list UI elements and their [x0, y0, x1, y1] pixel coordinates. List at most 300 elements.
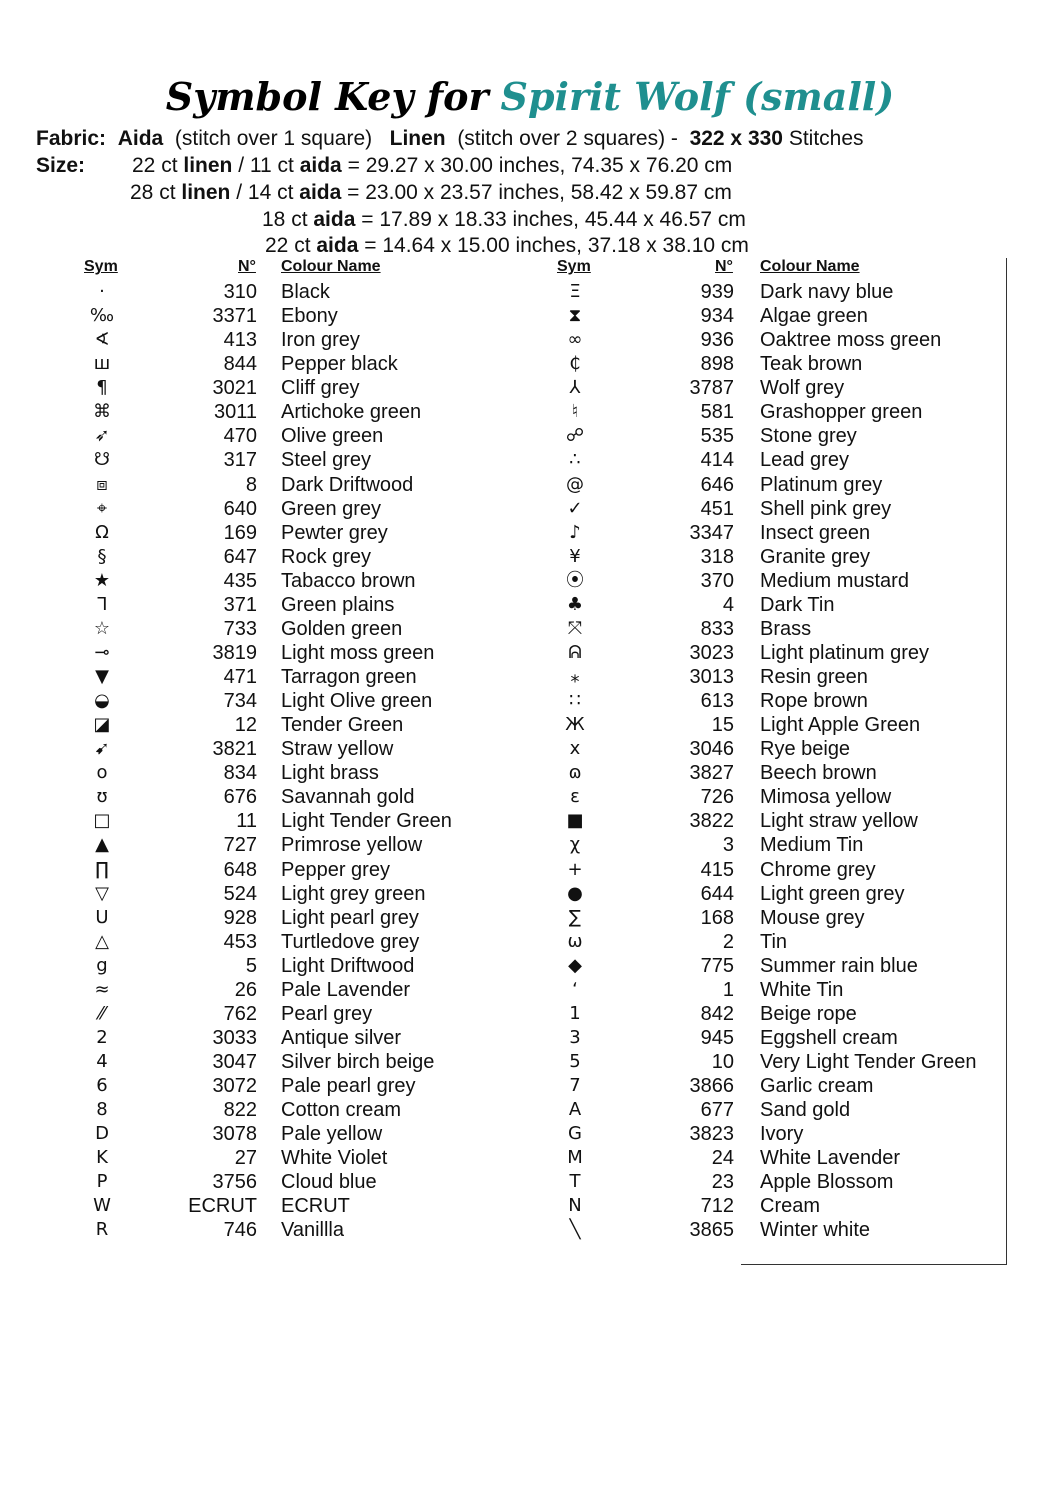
- symbol-cell: ⧈: [96, 473, 108, 495]
- table-row: [0, 473, 1060, 497]
- colour-name-cell: Summer rain blue: [760, 954, 918, 977]
- colour-name-cell: Green plains: [281, 593, 395, 616]
- symbol-cell: R: [95, 1219, 109, 1241]
- symbol-cell: ⁎: [570, 666, 580, 687]
- color-number-cell: 3866: [689, 1075, 734, 1098]
- colour-name-cell: Tabacco brown: [281, 569, 416, 592]
- table-row: [0, 978, 1060, 1002]
- symbol-cell: ★: [93, 569, 111, 591]
- symbol-cell: ☋: [94, 449, 110, 471]
- size-line-2-count: 28 ct: [130, 181, 176, 204]
- symbol-cell: ∢: [94, 329, 110, 351]
- symbol-cell: ⤧: [567, 617, 583, 639]
- size-line-2-dims: = 23.00 x 23.57 inches, 58.42 x 59.87 cm: [347, 181, 732, 204]
- symbol-cell: +: [567, 858, 583, 880]
- colour-name-cell: Cloud blue: [281, 1171, 377, 1194]
- color-number-cell: 4: [722, 593, 734, 616]
- fabric-aida: Aida: [117, 127, 164, 150]
- colour-name-cell: ECRUT: [281, 1195, 350, 1218]
- symbol-cell: D: [95, 1123, 109, 1145]
- colour-name-cell: Turtledove grey: [281, 930, 420, 953]
- colour-name-cell: Shell pink grey: [760, 497, 892, 520]
- table-row: [0, 713, 1060, 737]
- color-number-cell: 2: [722, 930, 734, 953]
- symbol-cell: ◪: [93, 714, 111, 736]
- size-line-4-count: 22 ct: [265, 234, 311, 257]
- table-row: [0, 569, 1060, 593]
- color-number-cell: 415: [700, 858, 734, 881]
- table-row: [0, 328, 1060, 352]
- symbol-cell: ᑌ: [95, 906, 109, 928]
- color-number-cell: 524: [223, 882, 257, 905]
- colour-name-cell: Cliff grey: [281, 377, 360, 400]
- table-row: [0, 521, 1060, 545]
- color-number-cell: 169: [223, 521, 257, 544]
- symbol-cell: ʊ: [96, 786, 108, 808]
- symbol-cell: ≈: [94, 978, 110, 1000]
- col-header-sym-right: Sym: [557, 258, 591, 275]
- size-line-3: [262, 208, 746, 232]
- table-row: [0, 1170, 1060, 1194]
- symbol-cell: ▲: [95, 834, 109, 856]
- symbol-cell: ♣: [566, 593, 584, 615]
- color-number-cell: 3821: [212, 738, 257, 761]
- color-number-cell: 648: [223, 858, 257, 881]
- symbol-cell: T: [569, 1171, 581, 1193]
- color-number-cell: 934: [700, 305, 734, 328]
- colour-name-cell: Resin green: [760, 666, 868, 688]
- symbol-cell: 6: [96, 1075, 108, 1097]
- colour-name-cell: Garlic cream: [760, 1075, 874, 1098]
- color-number-cell: 3865: [689, 1219, 734, 1242]
- color-number-cell: 647: [223, 545, 257, 568]
- colour-name-cell: Medium mustard: [760, 569, 909, 592]
- color-number-cell: 833: [700, 617, 734, 640]
- symbol-cell: M: [567, 1147, 583, 1169]
- symbol-cell: ᕱ: [568, 641, 582, 663]
- symbol-cell: △: [95, 930, 109, 952]
- symbol-cell: §: [97, 545, 107, 567]
- table-row: [0, 954, 1060, 978]
- colour-name-cell: Ivory: [760, 1123, 804, 1146]
- colour-name-cell: Silver birch beige: [281, 1051, 435, 1073]
- color-number-cell: 939: [700, 281, 734, 303]
- size-line-1-count2: / 11 ct: [238, 154, 294, 177]
- table-row: [0, 737, 1060, 761]
- page-title: [0, 74, 1060, 119]
- colour-name-cell: Iron grey: [281, 329, 360, 352]
- symbol-cell: □: [93, 810, 111, 832]
- color-number-cell: 11: [236, 810, 257, 833]
- colour-name-cell: Golden green: [281, 617, 403, 640]
- symbol-cell: Ж: [565, 714, 585, 736]
- color-number-cell: 677: [700, 1099, 734, 1122]
- color-number-cell: 762: [223, 1002, 257, 1025]
- color-number-cell: 726: [700, 786, 734, 809]
- size-line-4-fabric: aida: [316, 234, 359, 257]
- color-number-cell: 23: [711, 1171, 734, 1194]
- table-row: [0, 545, 1060, 569]
- colour-name-cell: Dark Driftwood: [281, 473, 414, 496]
- symbol-cell: ¶: [96, 377, 108, 399]
- table-row: [0, 1002, 1060, 1026]
- colour-name-cell: Tin: [760, 930, 788, 953]
- symbol-cell: ╲: [569, 1219, 581, 1241]
- size-line-3-count: 18 ct: [262, 208, 308, 231]
- symbol-cell: ⊸: [94, 641, 110, 663]
- symbol-cell: K: [96, 1147, 108, 1169]
- colour-name-cell: White Violet: [281, 1147, 388, 1170]
- colour-name-cell: Dark navy blue: [760, 281, 894, 303]
- size-line-1: [132, 154, 732, 178]
- colour-name-cell: Tender Green: [281, 714, 404, 737]
- symbol-cell: ∴: [569, 449, 581, 471]
- colour-name-cell: Pepper grey: [281, 858, 390, 881]
- color-number-cell: 640: [223, 497, 257, 520]
- color-number-cell: 928: [223, 906, 257, 929]
- color-number-cell: 3046: [689, 738, 734, 761]
- table-row: [0, 400, 1060, 424]
- colour-name-cell: Light green grey: [760, 882, 905, 905]
- stitch-word: Stitches: [788, 127, 864, 150]
- color-number-cell: 842: [700, 1002, 734, 1025]
- colour-name-cell: Pearl grey: [281, 1002, 373, 1025]
- colour-name-cell: Pale Lavender: [281, 978, 410, 1001]
- symbol-cell: o: [96, 762, 108, 784]
- colour-name-cell: Apple Blossom: [760, 1171, 894, 1194]
- color-number-cell: 936: [700, 329, 734, 352]
- color-number-cell: 733: [223, 617, 257, 640]
- col-header-name-right: Colour Name: [760, 258, 860, 275]
- color-number-cell: 746: [223, 1219, 257, 1242]
- table-row: [0, 761, 1060, 785]
- colour-name-cell: Beige rope: [760, 1002, 857, 1025]
- color-number-cell: 27: [234, 1147, 257, 1170]
- color-number-cell: 3827: [689, 762, 734, 785]
- color-number-cell: 453: [223, 930, 257, 953]
- color-number-cell: 535: [700, 425, 734, 448]
- color-number-cell: 3047: [212, 1051, 257, 1073]
- table-row: [0, 424, 1060, 448]
- colour-name-cell: Eggshell cream: [760, 1026, 898, 1049]
- color-number-cell: 310: [223, 281, 257, 303]
- color-number-cell: 727: [223, 834, 257, 857]
- symbol-cell: N: [568, 1195, 582, 1217]
- colour-name-cell: Artichoke green: [281, 401, 422, 424]
- size-line-2-count2: / 14 ct: [236, 181, 294, 204]
- symbol-cell: ∏: [95, 858, 109, 880]
- color-number-cell: 414: [700, 449, 734, 472]
- symbol-cell: P: [96, 1171, 108, 1193]
- symbol-cell: G: [568, 1123, 582, 1145]
- color-number-cell: 168: [700, 906, 734, 929]
- symbol-cell: 7: [569, 1075, 581, 1097]
- colour-name-cell: Cream: [760, 1195, 821, 1218]
- table-row: [0, 352, 1060, 376]
- symbol-cell: ω: [567, 930, 583, 952]
- color-number-cell: 10: [711, 1051, 734, 1073]
- table-row: [0, 1194, 1060, 1218]
- color-number-cell: 3756: [212, 1171, 257, 1194]
- symbol-cell: 2: [96, 1026, 108, 1048]
- symbol-cell: ɷ: [568, 762, 582, 784]
- table-row: [0, 1146, 1060, 1170]
- color-number-cell: 822: [223, 1099, 257, 1122]
- colour-name-cell: Light Olive green: [281, 690, 433, 713]
- colour-name-cell: Light grey green: [281, 882, 426, 905]
- symbol-cell: ⁄⁄: [98, 1002, 105, 1024]
- table-row: [0, 1122, 1060, 1146]
- symbol-cell: ♮: [571, 401, 579, 423]
- colour-name-cell: Algae green: [760, 305, 868, 328]
- symbol-cell: ɛ: [570, 786, 580, 808]
- color-number-cell: 24: [711, 1147, 734, 1170]
- color-number-cell: 470: [223, 425, 257, 448]
- table-row: [0, 641, 1060, 665]
- color-number-cell: 318: [700, 545, 734, 568]
- colour-name-cell: Light Driftwood: [281, 954, 415, 977]
- color-number-cell: 613: [700, 690, 734, 713]
- size-line-1-dims: = 29.27 x 30.00 inches, 74.35 x 76.20 cm: [347, 154, 733, 177]
- colour-name-cell: Chrome grey: [760, 858, 876, 881]
- title-pattern-name: Spirit Wolf (small): [500, 74, 895, 119]
- table-row: [0, 1098, 1060, 1122]
- symbol-cell: ‰: [89, 305, 115, 327]
- size-line-1-fabric: linen: [183, 154, 233, 177]
- colour-name-cell: Light pearl grey: [281, 906, 419, 929]
- symbol-cell: ➹: [94, 738, 110, 760]
- color-number-cell: 12: [234, 714, 257, 737]
- title-prefix: Symbol Key for: [165, 74, 489, 119]
- colour-name-cell: Rock grey: [281, 545, 372, 568]
- colour-name-cell: Insect green: [760, 521, 871, 544]
- symbol-cell: ⌘: [93, 401, 111, 423]
- symbol-cell: ∑: [568, 906, 582, 928]
- colour-name-cell: Light Tender Green: [281, 810, 452, 833]
- colour-name-cell: Wolf grey: [760, 377, 845, 400]
- color-number-cell: 945: [700, 1026, 734, 1049]
- color-number-cell: 581: [700, 401, 734, 424]
- col-header-sym-left: Sym: [84, 258, 118, 275]
- fabric-line: [36, 127, 864, 151]
- symbol-cell: ш: [93, 353, 111, 375]
- table-row: [0, 906, 1060, 930]
- color-number-cell: 15: [711, 714, 734, 737]
- table-row: [0, 785, 1060, 809]
- table-row: [0, 882, 1060, 906]
- table-row: [0, 1218, 1060, 1242]
- symbol-cell: 1: [569, 1002, 581, 1024]
- size-line-2-fabric: linen: [181, 181, 231, 204]
- symbol-cell: @: [566, 473, 584, 495]
- col-header-num-left: N°: [238, 258, 256, 275]
- table-row: [0, 593, 1060, 617]
- colour-name-cell: Sand gold: [760, 1099, 851, 1122]
- colour-name-cell: Rope brown: [760, 690, 868, 713]
- symbol-cell: ➶: [94, 425, 110, 447]
- fabric-linen-note: (stitch over 2 squares) -: [457, 127, 678, 150]
- colour-name-cell: Teak brown: [760, 353, 863, 376]
- colour-name-cell: Ebony: [281, 305, 338, 328]
- color-number-cell: 676: [223, 786, 257, 809]
- symbol-cell: Ω: [95, 521, 109, 543]
- symbol-cell: ✓: [567, 497, 583, 519]
- color-number-cell: 3787: [689, 377, 734, 400]
- symbol-cell: W: [93, 1195, 111, 1217]
- colour-name-cell: Stone grey: [760, 425, 857, 448]
- col-header-name-left: Colour Name: [281, 258, 381, 275]
- symbol-cell: ▼: [95, 666, 109, 687]
- color-number-cell: 3347: [689, 521, 734, 544]
- symbol-cell: ᒣ: [96, 593, 108, 615]
- colour-name-cell: Savannah gold: [281, 786, 415, 809]
- symbol-cell: ʻ: [572, 978, 578, 1000]
- colour-name-cell: Granite grey: [760, 545, 871, 568]
- size-line-3-fabric: aida: [313, 208, 356, 231]
- colour-name-cell: Dark Tin: [760, 593, 835, 616]
- colour-name-cell: Light platinum grey: [760, 641, 929, 664]
- colour-name-cell: Pale yellow: [281, 1123, 383, 1146]
- colour-name-cell: Green grey: [281, 497, 382, 520]
- table-row: [0, 689, 1060, 713]
- colour-name-cell: Black: [281, 281, 330, 303]
- fabric-label: Fabric:: [36, 127, 107, 150]
- symbol-cell: 3: [569, 1026, 581, 1048]
- colour-name-cell: Rye beige: [760, 738, 851, 761]
- symbol-cell: ●: [567, 882, 583, 904]
- color-number-cell: 471: [223, 666, 257, 688]
- colour-name-cell: Vanillla: [281, 1219, 344, 1242]
- table-row: [0, 858, 1060, 882]
- color-number-cell: 5: [245, 954, 257, 977]
- fabric-aida-note: (stitch over 1 square): [174, 127, 373, 150]
- color-number-cell: ECRUT: [188, 1195, 257, 1218]
- color-number-cell: 8: [245, 473, 257, 496]
- color-number-cell: 844: [223, 353, 257, 376]
- color-number-cell: 26: [234, 978, 257, 1001]
- symbol-cell: g: [96, 954, 108, 976]
- fabric-linen: Linen: [389, 127, 446, 150]
- symbol-cell: A: [568, 1099, 582, 1121]
- symbol-cell: ₵: [569, 353, 581, 375]
- colour-name-cell: Primrose yellow: [281, 834, 423, 857]
- colour-name-cell: White Lavender: [760, 1147, 901, 1170]
- color-number-cell: 775: [700, 954, 734, 977]
- colour-name-cell: Steel grey: [281, 449, 372, 472]
- size-line-4-dims: = 14.64 x 15.00 inches, 37.18 x 38.10 cm: [364, 234, 749, 257]
- table-row: [0, 280, 1060, 304]
- size-line-4: [265, 234, 749, 258]
- color-number-cell: 3823: [689, 1123, 734, 1146]
- symbol-cell: ⧗: [568, 305, 582, 327]
- color-number-cell: 3013: [689, 666, 734, 688]
- symbol-cell: ∷: [569, 690, 581, 712]
- color-number-cell: 3011: [213, 401, 257, 424]
- symbol-cell: x: [569, 738, 581, 760]
- table-rows: [0, 280, 1060, 1243]
- size-line-1-count: 22 ct: [132, 154, 178, 177]
- table-row: [0, 833, 1060, 857]
- symbol-cell: χ: [569, 834, 581, 856]
- color-number-cell: 712: [700, 1195, 734, 1218]
- colour-name-cell: Light moss green: [281, 641, 435, 664]
- table-row: [0, 448, 1060, 472]
- size-line-1-fabric2: aida: [299, 154, 342, 177]
- color-number-cell: 3: [722, 834, 734, 857]
- color-number-cell: 3021: [212, 377, 257, 400]
- symbol-cell: Ξ: [569, 281, 581, 302]
- symbol-cell: 8: [96, 1099, 108, 1121]
- color-number-cell: 3023: [689, 641, 734, 664]
- size-line-2: [130, 181, 732, 205]
- symbol-cell: ⦿: [566, 569, 584, 591]
- symbol-cell: ⅄: [569, 377, 581, 399]
- color-number-cell: 371: [223, 593, 257, 616]
- color-number-cell: 644: [700, 882, 734, 905]
- colour-name-cell: Pale pearl grey: [281, 1075, 416, 1098]
- symbol-cell: ☆: [93, 617, 111, 639]
- size-label: Size:: [36, 154, 86, 177]
- color-number-cell: 734: [223, 690, 257, 713]
- table-row: [0, 376, 1060, 400]
- colour-name-cell: Pepper black: [281, 353, 398, 376]
- symbol-cell: ▽: [95, 882, 109, 904]
- colour-name-cell: Very Light Tender Green: [760, 1051, 977, 1073]
- colour-name-cell: Light Apple Green: [760, 714, 921, 737]
- colour-name-cell: Tarragon green: [281, 666, 417, 688]
- color-number-cell: 3078: [212, 1123, 257, 1146]
- table-row: [0, 665, 1060, 689]
- colour-name-cell: Light straw yellow: [760, 810, 918, 833]
- colour-name-cell: Mimosa yellow: [760, 786, 892, 809]
- symbol-cell: ∞: [567, 329, 583, 351]
- size-line-3-dims: = 17.89 x 18.33 inches, 45.44 x 46.57 cm: [361, 208, 746, 231]
- symbol-cell: ·: [99, 281, 105, 302]
- table-row: [0, 617, 1060, 641]
- colour-name-cell: Winter white: [760, 1219, 871, 1242]
- stitch-count: 322 x 330: [689, 127, 783, 150]
- color-number-cell: 317: [223, 449, 257, 472]
- colour-name-cell: Grashopper green: [760, 401, 923, 424]
- colour-name-cell: Olive green: [281, 425, 384, 448]
- symbol-cell: ◆: [568, 954, 582, 976]
- color-number-cell: 646: [700, 473, 734, 496]
- color-number-cell: 370: [700, 569, 734, 592]
- colour-name-cell: Platinum grey: [760, 473, 883, 496]
- table-row: [0, 930, 1060, 954]
- symbol-cell: ◒: [94, 690, 110, 712]
- colour-name-cell: Antique silver: [281, 1026, 402, 1049]
- symbol-cell: ♪: [569, 521, 581, 543]
- colour-name-cell: Medium Tin: [760, 834, 864, 857]
- table-row: [0, 809, 1060, 833]
- colour-name-cell: Lead grey: [760, 449, 849, 472]
- color-number-cell: 3033: [212, 1026, 257, 1049]
- colour-name-cell: Pewter grey: [281, 521, 388, 544]
- colour-name-cell: Light brass: [281, 762, 379, 785]
- color-number-cell: 435: [223, 569, 257, 592]
- colour-name-cell: Beech brown: [760, 762, 877, 785]
- symbol-cell: ¥: [569, 545, 581, 567]
- colour-name-cell: White Tin: [760, 978, 844, 1001]
- size-line-2-fabric2: aida: [299, 181, 342, 204]
- color-number-cell: 3072: [212, 1075, 257, 1098]
- symbol-cell: ⌖: [96, 497, 108, 519]
- table-row: [0, 497, 1060, 521]
- symbol-cell: ☍: [565, 425, 585, 447]
- colour-name-cell: Straw yellow: [281, 738, 394, 761]
- table-row: [0, 1050, 1060, 1074]
